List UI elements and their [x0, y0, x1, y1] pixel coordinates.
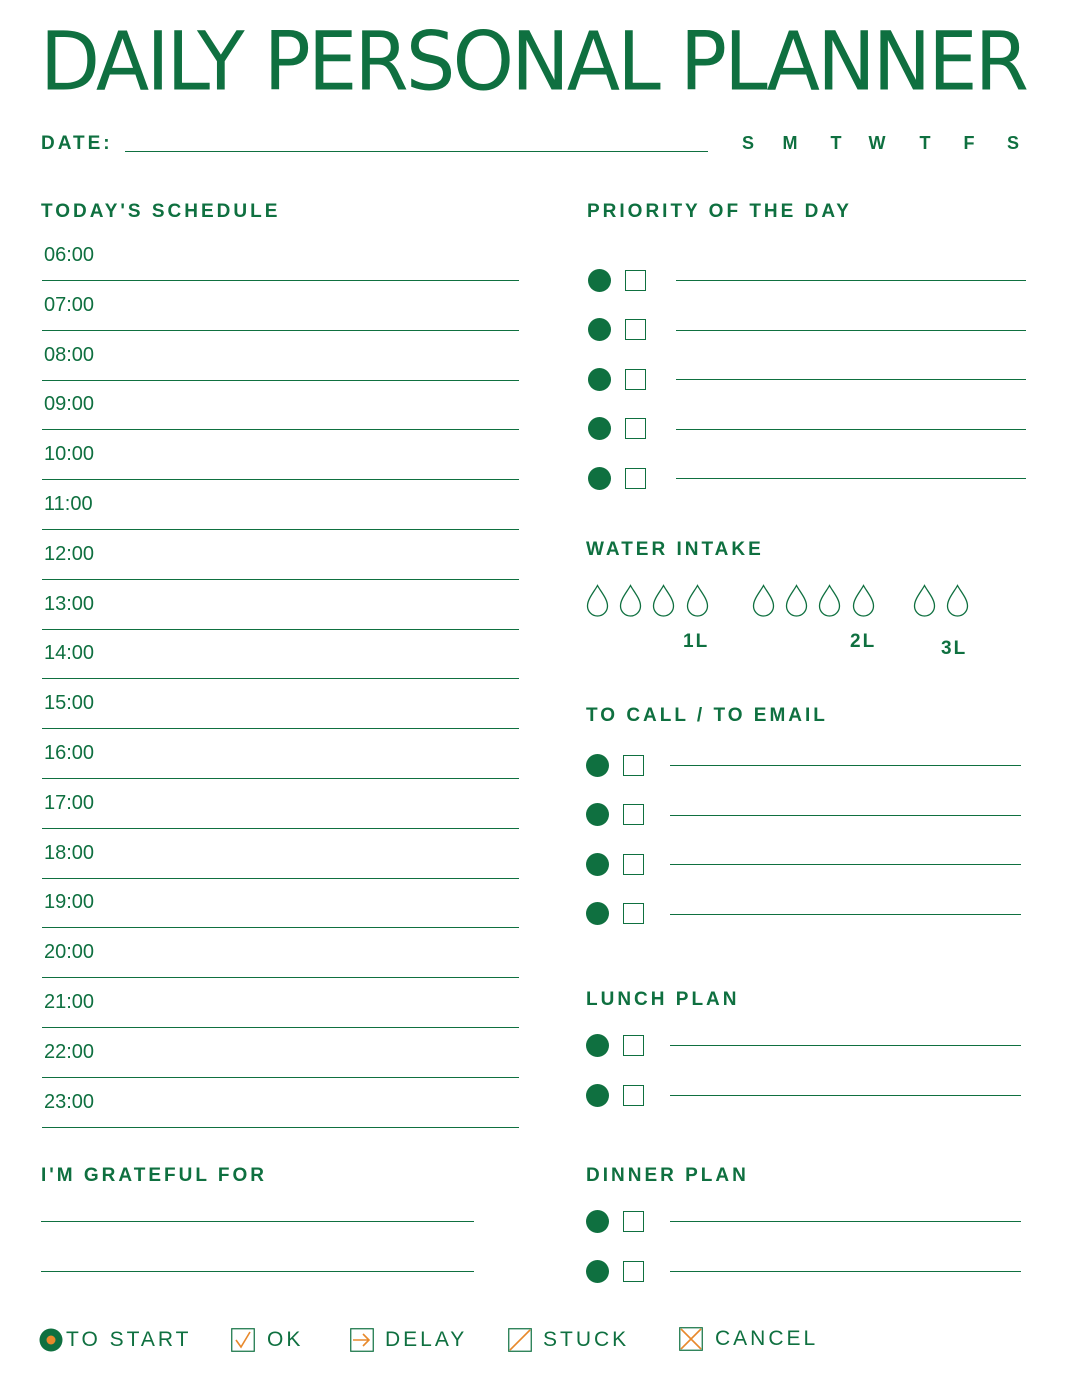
- dinner-dot: [586, 1260, 609, 1283]
- call-line[interactable]: [670, 914, 1021, 915]
- dinner-line[interactable]: [670, 1271, 1021, 1272]
- lunch-heading: LUNCH PLAN: [586, 989, 740, 1010]
- lunch-dot: [586, 1034, 609, 1057]
- day-wednesday[interactable]: W: [868, 133, 886, 153]
- day-monday[interactable]: M: [782, 133, 798, 153]
- water-drop-icon[interactable]: [913, 584, 936, 618]
- schedule-time: 20:00: [44, 941, 95, 964]
- priority-checkbox[interactable]: [625, 468, 646, 489]
- priority-line[interactable]: [676, 429, 1026, 430]
- priority-line[interactable]: [676, 478, 1026, 479]
- schedule-line[interactable]: [42, 629, 519, 630]
- water-marker-3l: 3L: [941, 638, 968, 659]
- lunch-dot: [586, 1084, 609, 1107]
- day-saturday[interactable]: S: [1006, 133, 1019, 153]
- legend-cancel: CANCEL: [715, 1327, 819, 1350]
- water-drop-icon[interactable]: [852, 584, 875, 618]
- schedule-time: 10:00: [44, 443, 95, 466]
- schedule-time: 23:00: [44, 1090, 95, 1113]
- schedule-time: 07:00: [44, 293, 95, 316]
- schedule-time: 11:00: [44, 493, 93, 515]
- water-marker-1l: 1L: [683, 631, 710, 652]
- to-start-icon: [39, 1328, 63, 1357]
- schedule-heading: TODAY'S SCHEDULE: [41, 201, 281, 222]
- schedule-line[interactable]: [42, 579, 519, 580]
- priority-heading: PRIORITY OF THE DAY: [587, 201, 852, 222]
- cancel-icon: [679, 1327, 703, 1356]
- schedule-line[interactable]: [42, 1077, 519, 1078]
- schedule-line[interactable]: [42, 1127, 519, 1128]
- water-drop-icon[interactable]: [619, 584, 642, 618]
- legend-delay: DELAY: [385, 1328, 468, 1351]
- lunch-checkbox[interactable]: [623, 1085, 644, 1106]
- schedule-time: 14:00: [44, 642, 95, 665]
- dinner-checkbox[interactable]: [623, 1211, 644, 1232]
- schedule-line[interactable]: [42, 330, 519, 331]
- schedule-time: 13:00: [44, 592, 95, 615]
- lunch-checkbox[interactable]: [623, 1035, 644, 1056]
- grateful-line[interactable]: [41, 1271, 474, 1272]
- delay-icon: [350, 1328, 374, 1357]
- water-drop-icon[interactable]: [752, 584, 775, 618]
- schedule-line[interactable]: [42, 927, 519, 928]
- schedule-line[interactable]: [42, 778, 519, 779]
- call-line[interactable]: [670, 864, 1021, 865]
- priority-dot: [588, 417, 611, 440]
- call-checkbox[interactable]: [623, 804, 644, 825]
- date-line[interactable]: [125, 151, 708, 152]
- priority-checkbox[interactable]: [625, 319, 646, 340]
- call-heading: TO CALL / TO EMAIL: [586, 705, 828, 726]
- call-checkbox[interactable]: [623, 755, 644, 776]
- call-dot: [586, 853, 609, 876]
- schedule-time: 12:00: [44, 542, 95, 565]
- priority-dot: [588, 269, 611, 292]
- dinner-line[interactable]: [670, 1221, 1021, 1222]
- call-dot: [586, 803, 609, 826]
- schedule-time: 06:00: [44, 244, 95, 266]
- priority-line[interactable]: [676, 330, 1026, 331]
- schedule-line[interactable]: [42, 380, 519, 381]
- priority-checkbox[interactable]: [625, 270, 646, 291]
- schedule-time: 19:00: [44, 891, 95, 914]
- schedule-line[interactable]: [42, 678, 519, 679]
- schedule-line[interactable]: [42, 828, 519, 829]
- schedule-line[interactable]: [42, 728, 519, 729]
- page-title: DAILY PERSONAL PLANNER: [40, 15, 1027, 110]
- priority-dot: [588, 318, 611, 341]
- dinner-heading: DINNER PLAN: [586, 1165, 749, 1186]
- ok-icon: [231, 1328, 255, 1357]
- day-tuesday[interactable]: T: [830, 133, 842, 153]
- schedule-time: 17:00: [44, 791, 95, 814]
- call-dot: [586, 754, 609, 777]
- day-thursday[interactable]: T: [919, 133, 931, 153]
- schedule-line[interactable]: [42, 878, 519, 879]
- call-line[interactable]: [670, 765, 1021, 766]
- legend-to-start: TO START: [66, 1328, 192, 1351]
- priority-checkbox[interactable]: [625, 369, 646, 390]
- legend-stuck: STUCK: [543, 1328, 630, 1351]
- schedule-time: 22:00: [44, 1040, 95, 1063]
- call-line[interactable]: [670, 815, 1021, 816]
- priority-dot: [588, 467, 611, 490]
- day-friday[interactable]: F: [963, 133, 975, 153]
- water-drop-icon[interactable]: [652, 584, 675, 618]
- schedule-line[interactable]: [42, 280, 519, 281]
- dinner-checkbox[interactable]: [623, 1261, 644, 1282]
- schedule-time: 21:00: [44, 991, 95, 1013]
- schedule-time: 15:00: [44, 692, 95, 715]
- schedule-line[interactable]: [42, 529, 519, 530]
- priority-checkbox[interactable]: [625, 418, 646, 439]
- stuck-icon: [508, 1328, 532, 1357]
- schedule-line[interactable]: [42, 479, 519, 480]
- lunch-line[interactable]: [670, 1095, 1021, 1096]
- water-drop-icon[interactable]: [686, 584, 709, 618]
- water-drop-icon[interactable]: [785, 584, 808, 618]
- grateful-line[interactable]: [41, 1221, 474, 1222]
- water-drop-icon[interactable]: [586, 584, 609, 618]
- date-label: DATE:: [41, 133, 113, 154]
- water-marker-2l: 2L: [850, 631, 877, 652]
- schedule-time: 18:00: [44, 841, 95, 864]
- schedule-line[interactable]: [42, 429, 519, 430]
- call-dot: [586, 902, 609, 925]
- priority-dot: [588, 368, 611, 391]
- water-drop-icon[interactable]: [818, 584, 841, 618]
- schedule-line[interactable]: [42, 977, 519, 978]
- water-drop-icon[interactable]: [946, 584, 969, 618]
- call-checkbox[interactable]: [623, 854, 644, 875]
- call-checkbox[interactable]: [623, 903, 644, 924]
- day-sunday[interactable]: S: [741, 133, 754, 153]
- lunch-line[interactable]: [670, 1045, 1021, 1046]
- legend-ok: OK: [267, 1328, 304, 1351]
- schedule-time: 09:00: [44, 393, 95, 416]
- schedule-time: 16:00: [44, 742, 95, 764]
- priority-line[interactable]: [676, 280, 1026, 281]
- priority-line[interactable]: [676, 379, 1026, 380]
- water-heading: WATER INTAKE: [586, 539, 764, 560]
- dinner-dot: [586, 1210, 609, 1233]
- schedule-line[interactable]: [42, 1027, 519, 1028]
- schedule-time: 08:00: [44, 343, 95, 366]
- grateful-heading: I'M GRATEFUL FOR: [41, 1165, 267, 1186]
